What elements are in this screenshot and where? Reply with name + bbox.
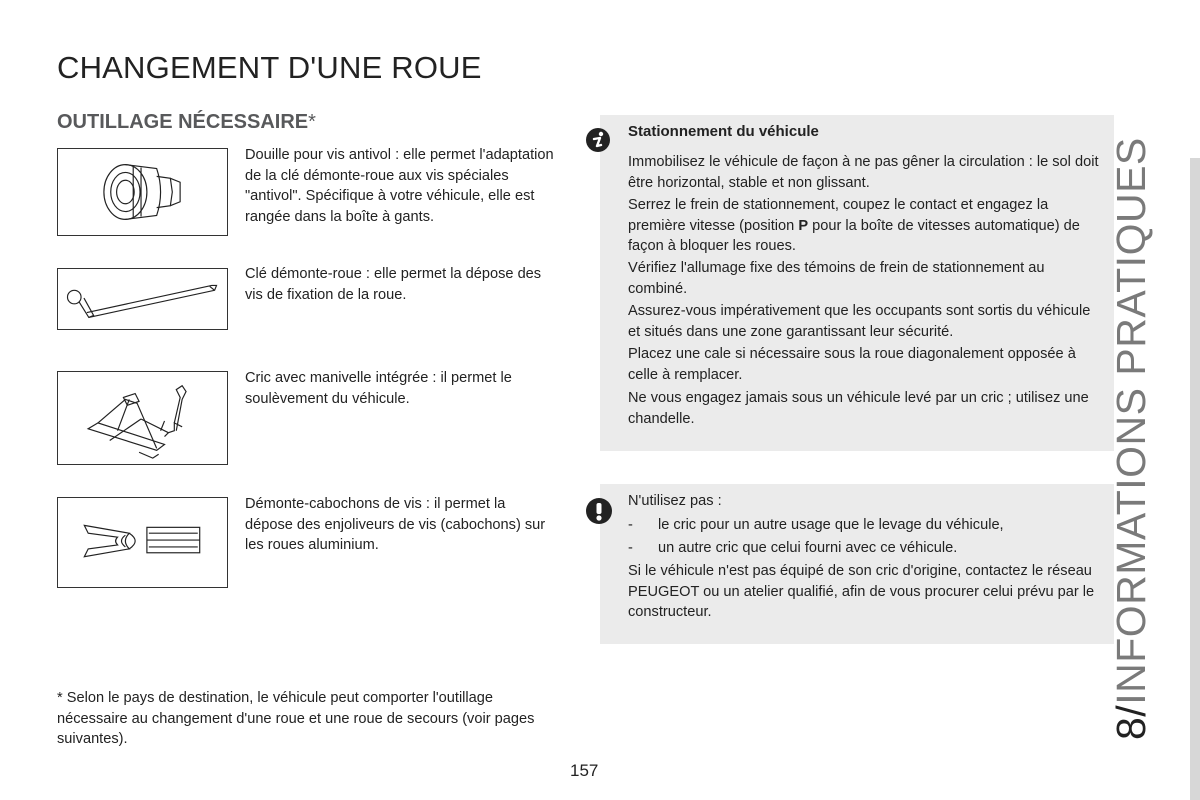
footnote — [57, 688, 557, 750]
warning-intro: N'utilisez pas : — [628, 493, 722, 509]
cap-remover-illustration — [57, 497, 228, 588]
chapter-number: 8/ — [1108, 704, 1154, 740]
chapter-side-bar — [1190, 158, 1200, 800]
parking-paragraph: Immobilisez le véhicule de façon à ne pas gêner la circulation : le sol doit être horizontal, stable et non glissant. — [628, 154, 1099, 191]
parking-paragraph — [628, 195, 1103, 257]
cap-remover-description: Démonte-cabochons de vis : il permet la dépose des enjoliveurs de vis (cabochons) sur les roues aluminium. — [245, 496, 546, 553]
bullet-dash: - — [628, 517, 633, 533]
jack-description: Cric avec manivelle intégrée : il permet le soulèvement du véhicule. — [245, 370, 512, 407]
jack-illustration — [57, 371, 228, 465]
wheel-brace-icon — [58, 269, 227, 329]
socket-icon — [58, 149, 227, 235]
section-title — [57, 111, 316, 134]
page-number: 157 — [570, 761, 599, 780]
parking-heading: Stationnement du véhicule — [628, 123, 819, 140]
socket-illustration — [57, 148, 228, 236]
parking-paragraph: Ne vous engagez jamais sous un véhicule levé par un cric ; utilisez une chandelle. — [628, 390, 1089, 427]
warning-bullet-text: un autre cric que celui fourni avec ce véhicule. — [658, 540, 958, 556]
parking-paragraph: Assurez-vous impérativement que les occupants sont sortis du véhicule et situés dans une zone garantissant leur sécurité. — [628, 303, 1091, 340]
bullet-dash: - — [628, 540, 633, 556]
warning-closing: Si le véhicule n'est pas équipé de son cric d'origine, contactez le réseau PEUGEOT ou un atelier qualifié, afin de vous procurer celui prévu par le constructeur. — [628, 563, 1095, 620]
parking-paragraph: Vérifiez l'allumage fixe des témoins de frein de stationnement au combiné. — [628, 260, 1045, 297]
info-icon — [586, 128, 610, 152]
footnote-text: Selon le pays de destination, le véhicule peut comporter l'outillage nécessaire au changement d'une roue et une roue de secours (voir pages suivantes). — [57, 690, 535, 747]
cap-remover-icon — [58, 498, 227, 587]
gear-position-p: P — [798, 217, 809, 234]
socket-description: Douille pour vis antivol : elle permet l'adaptation de la clé démonte-roue aux vis spéciales "antivol". Spécifique à votre véhicule, elle est rangée dans la boîte à gants. — [245, 147, 554, 225]
parking-paragraph: Placez une cale si nécessaire sous la roue diagonalement opposée à celle à remplacer. — [628, 346, 1076, 383]
warning-bullet — [628, 515, 1103, 536]
section-title-asterisk: * — [308, 111, 316, 133]
warning-icon — [586, 498, 612, 524]
parking-paragraph-part: pour la boîte de vitesses automatique) de façon à bloquer les roues. — [628, 217, 1080, 254]
warning-bullet-text: le cric pour un autre usage que le levage du véhicule, — [658, 517, 1004, 533]
parking-paragraph-part: Serrez le frein de stationnement, coupez le contact et engagez la première vitesse (position — [628, 197, 1049, 234]
page-title: CHANGEMENT D'UNE ROUE — [57, 50, 482, 85]
warning-bullet — [628, 538, 1103, 559]
chapter-side-label — [1108, 137, 1155, 740]
chapter-title: INFORMATIONS PRATIQUES — [1108, 137, 1154, 705]
footnote-marker: * — [57, 690, 63, 706]
wheel-brace-illustration — [57, 268, 228, 330]
jack-icon — [58, 372, 227, 464]
wheel-brace-description: Clé démonte-roue : elle permet la dépose des vis de fixation de la roue. — [245, 266, 542, 303]
section-title-text: OUTILLAGE NÉCESSAIRE — [57, 111, 309, 133]
